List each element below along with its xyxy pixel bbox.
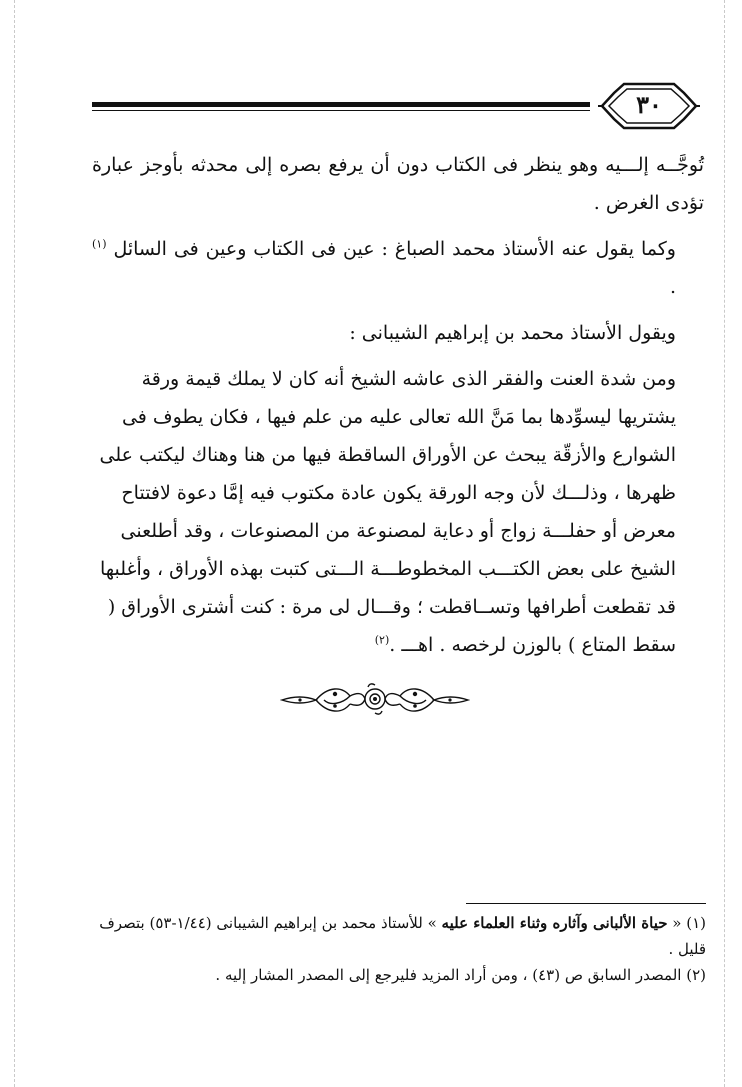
footnote-ref-2: (٢) — [374, 633, 390, 647]
footnote-1-number: (١) — [686, 914, 706, 932]
paragraph-1: تُوجَّــه إلـــيه وهو ينظر فى الكتاب دون أن يرفع بصره إلى محدثه بأوجز عبارة تؤدى الغرض . — [92, 154, 704, 214]
page-number: ٣٠ — [636, 90, 662, 119]
scan-edge-left — [14, 0, 15, 1087]
page-header — [92, 80, 700, 132]
footnote-1-quote-open: « — [667, 914, 687, 932]
paragraph-2 — [92, 230, 704, 306]
header-rule-thick — [92, 102, 590, 107]
paragraph-2-end: . — [669, 276, 676, 298]
footnote-separator — [466, 903, 706, 904]
paragraph-2-text: وكما يقول عنه الأستاذ محمد الصباغ : عين فى الكتاب وعين فى السائل — [113, 238, 676, 260]
footnote-ref-1: (١) — [92, 237, 107, 251]
footnote-1-text: » للأستاذ محمد بن إبراهيم الشيبانى (١/٤٤-٥٣) بتصرف قليل . — [99, 914, 706, 958]
main-text — [92, 146, 704, 664]
footnote-1 — [92, 910, 706, 962]
paragraph-4-text: ومن شدة العنت والفقر الذى عاشه الشيخ أنه كان لا يملك قيمة ورقة يشتريها ليسوِّدها بما مَنَّ الله تعالى عليه من علم فيها ، فكان يطوف فى الشوارع والأزقّة يبحث عن الأوراق الساقطة فيها من هنا وهناك ليكتب على ظهرها ، وذلـــك لأن وجه الورقة يكون عادة مكتوب فيه إمَّا دعوة لافتتاح معرض أو حفلـــة زواج أو دعاية لمصنوعة من المصنوعات ، وقد أطلعنى الشيخ على بعض الكتـــب المخطوطـــة الـــتى كتبت بهذه الأوراق ، وأغلبها قد تقطعت أطرافها وتســاقطت ؛ وقـــال لى مرة : كنت أشترى الأوراق ( سقط المتاع ) بالوزن لرخصه . اهـــ . — [99, 368, 676, 656]
page-number-badge — [598, 80, 700, 132]
paragraph-3: ويقول الأستاذ محمد بن إبراهيم الشيبانى : — [349, 322, 676, 344]
footnote-2: (٢) المصدر السابق ص (٤٣) ، ومن أراد المزيد فليرجع إلى المصدر المشار إليه . — [215, 966, 706, 984]
footnotes — [92, 910, 706, 988]
paragraph-4 — [92, 360, 704, 664]
scan-edge-right — [724, 0, 725, 1087]
header-rule-thin — [92, 110, 590, 111]
decorative-divider-icon — [280, 682, 470, 716]
footnote-1-book-title: حياة الألبانى وآثاره وثناء العلماء عليه — [441, 914, 668, 932]
